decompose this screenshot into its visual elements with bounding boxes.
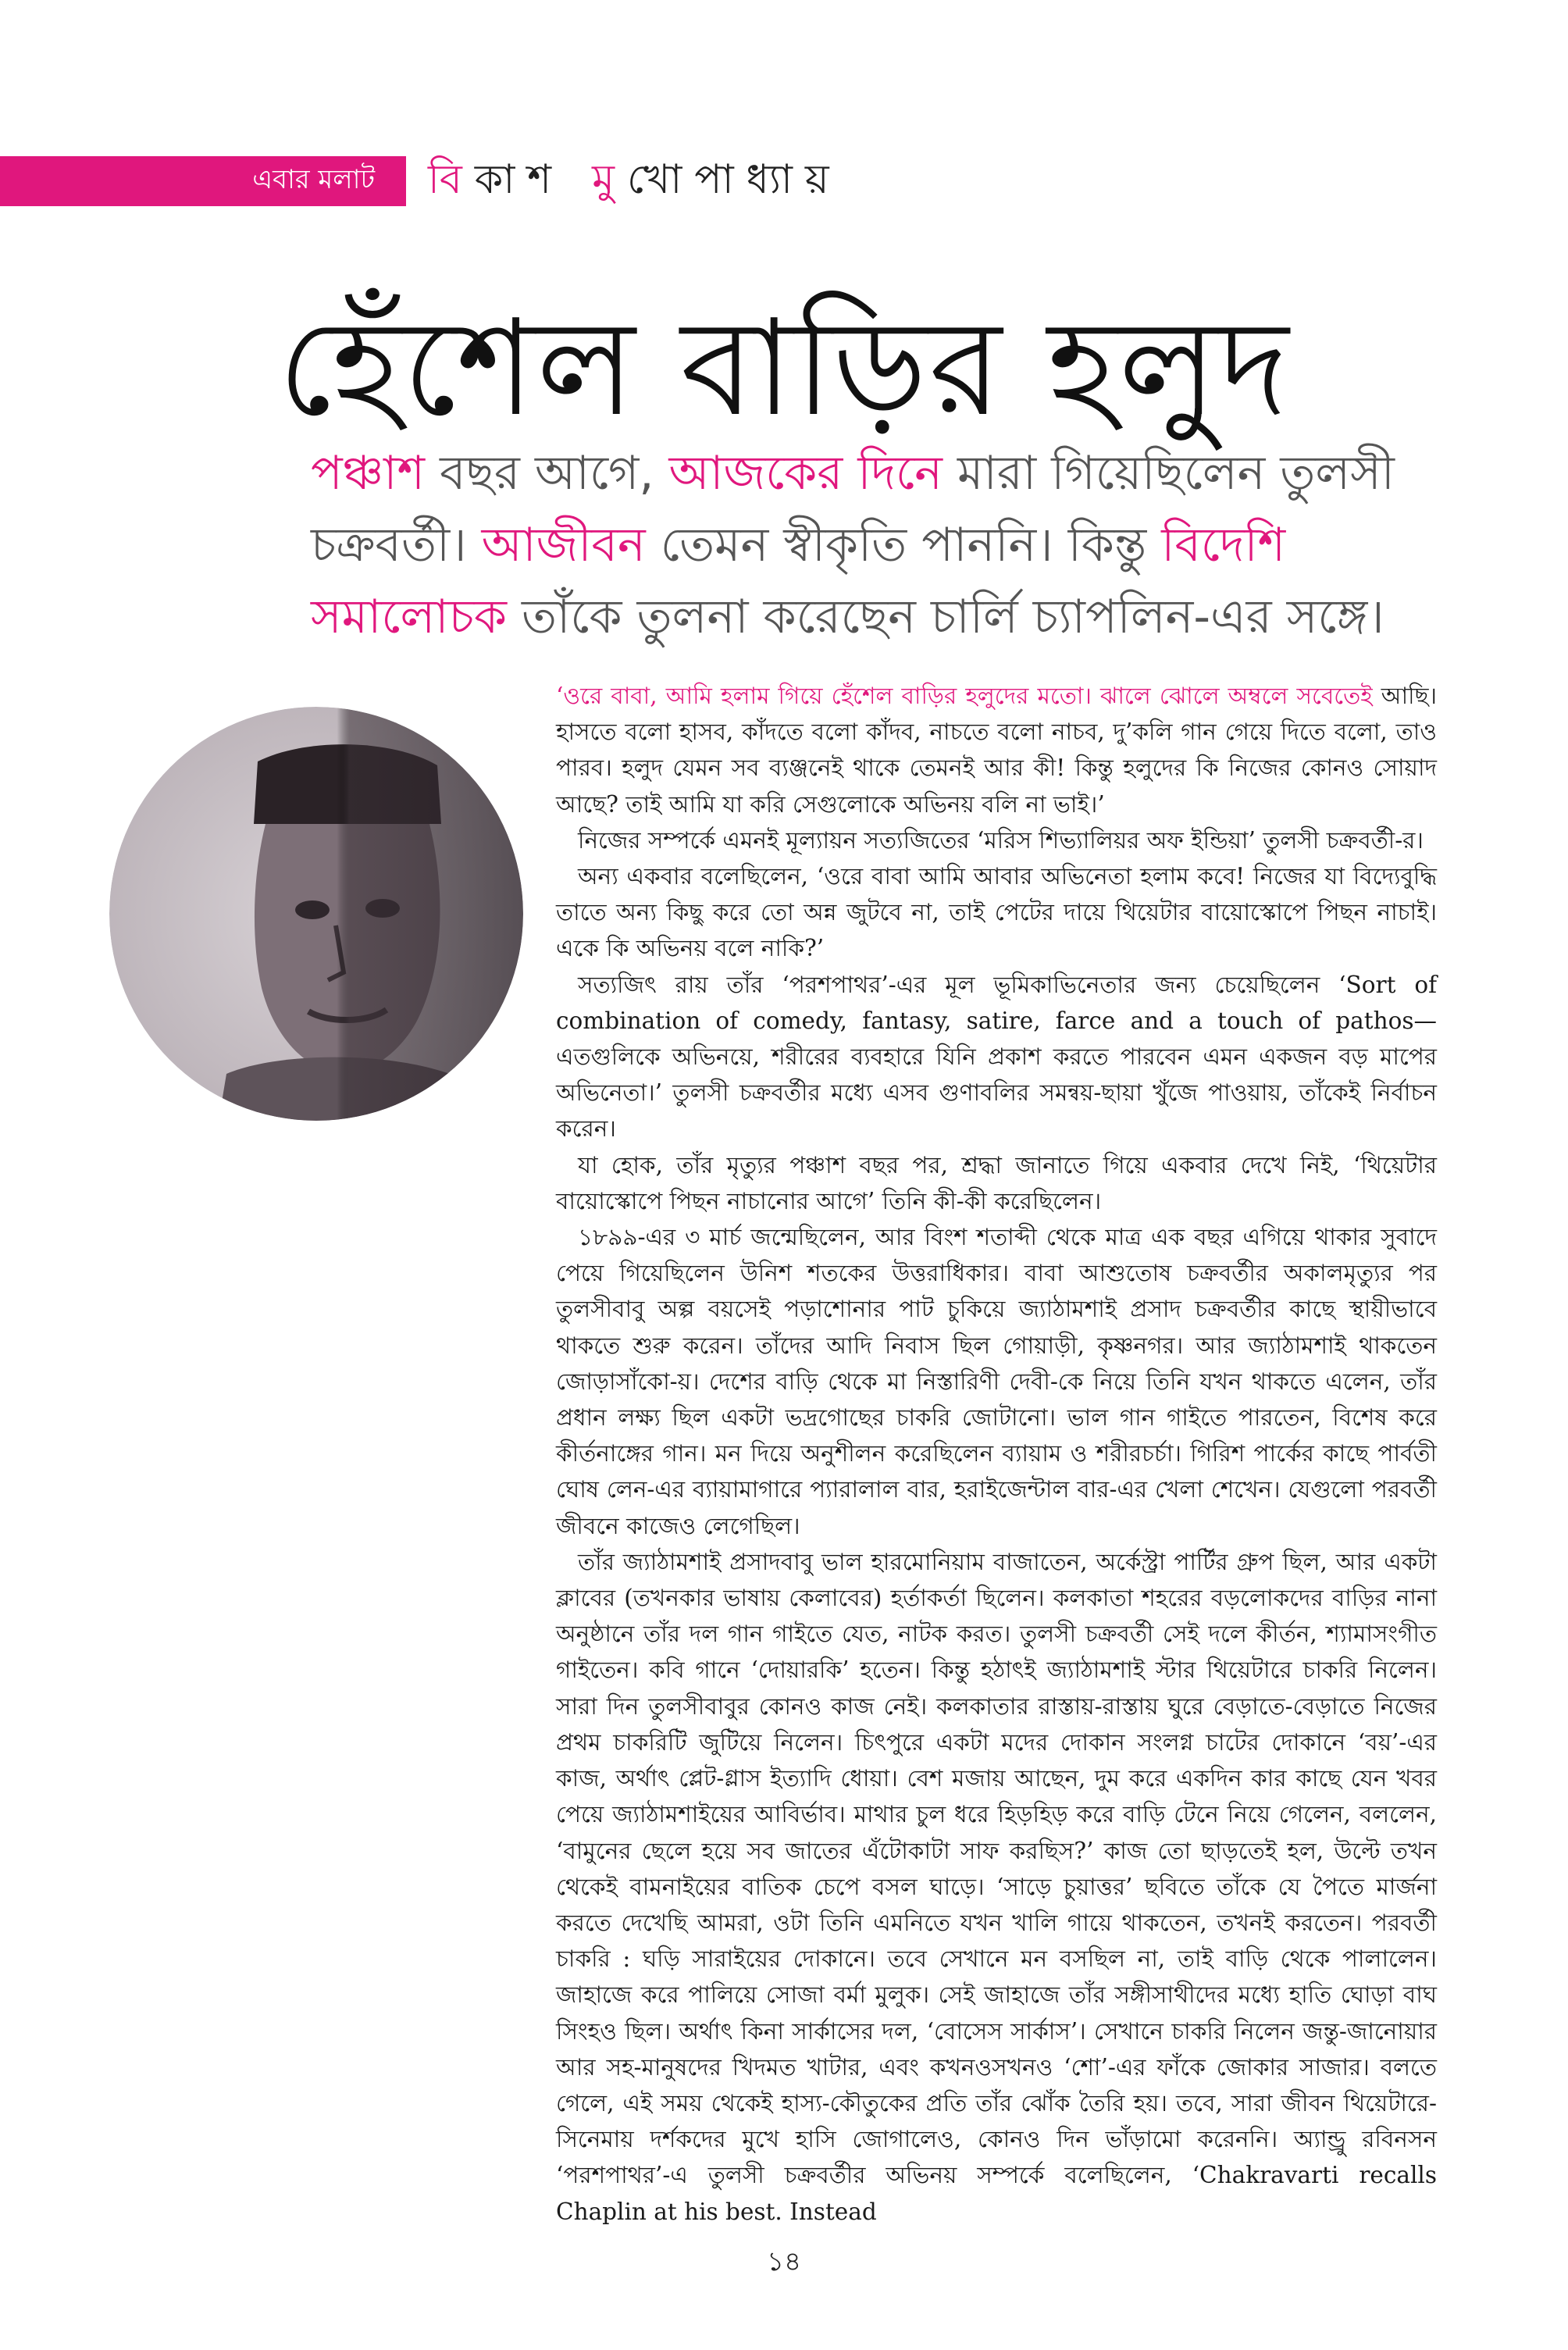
lead-text: বছর আগে, [425,446,669,501]
portrait-image [109,707,523,1121]
author-char: শ [527,155,554,203]
body-paragraph: নিজের সম্পর্কে এমনই মূল্যায়ন সত্যজিতের ‘মরিস শিভ্যালিয়র অফ ইন্ডিয়া’ তুলসী চক্রবর্তী-র। [578,826,1424,854]
author-char: য় [804,155,831,203]
body-paragraph: সত্যজিৎ রায় তাঁর ‘পরশপাথর’-এর মূল ভূমিকাভিনেতার জন্য চেয়েছিলেন ‘Sort of combination of comedy, fantasy, satire, farce and a touch of pathos—এতগুলিকে অভিনয়ে, শরীরের ব্যবহারে যিনি প্রকাশ করতে পারবেন এমন একজন বড় মাপের অভিনেতা।’ তুলসী চক্রবর্তীর মধ্যে এসব গুণাবলির সমন্বয়-ছায়া খুঁজে পাওয়ায়, তাঁকেই নির্বাচন করেন। [556,971,1437,1143]
author-char: পা [694,155,736,203]
section-label: এবার মলাট [0,156,406,206]
quote-text: আছি। হাসতে বলো হাসব, কাঁদতে বলো কাঁদব, নাচতে বলো নাচব, দু’কলি গান গেয়ে দিতে বলো, তাও পারব। হলুদ যেমন সব ব্যঞ্জনেই থাকে তেমনই আর কী! কিন্তু হলুদের কি নিজের কোনও সোয়াদ আছে? তাই আমি যা করি সেগুলোকে অভিনয় বলি না ভাই।’ [556,683,1438,818]
portrait-photo [109,707,523,1121]
body-paragraph [556,678,1437,822]
quote-highlight: ‘ওরে বাবা, আমি হলাম গিয়ে হেঁশেল বাড়ির হলুদের মতো। ঝালে ঝোলে অম্বলে সবেতেই [556,683,1373,709]
author-name [428,153,831,209]
article-body [556,678,1437,2230]
lead-highlight: পঞ্চাশ [311,446,426,501]
lead-highlight: বিদেশি সমালোচক [311,518,1286,644]
author-char: কা [474,155,517,203]
body-paragraph: তাঁর জ্যাঠামশাই প্রসাদবাবু ভাল হারমোনিয়াম বাজাতেন, অর্কেস্ট্রা পার্টির গ্রুপ ছিল, আর একটা ক্লাবের (তখনকার ভাষায় কেলাবের) হর্তাকর্তা ছিলেন। কলকাতা শহরের বড়লোকদের বাড়ির নানা অনুষ্ঠানে তাঁর দল গান গাইতে যেত, নাটক করত। তুলসী চক্রবর্তী সেই দলে কীর্তন, শ্যামাসংগীত গাইতেন। কবি গানে ‘দোয়ারকি’ হতেন। কিন্তু হঠাৎই জ্যাঠামশাই স্টার থিয়েটারে চাকরি নিলেন। সারা দিন তুলসীবাবুর কোনও কাজ নেই। কলকাতার রাস্তায়-রাস্তায় ঘুরে বেড়াতে-বেড়াতে নিজের প্রথম চাকরিটি জুটিয়ে নিলেন। চিৎপুরে একটা মদের দোকান সংলগ্ন চাটের দোকানে ‘বয়’-এর কাজ, অর্থাৎ প্লেট-গ্লাস ইত্যাদি ধোয়া। বেশ মজায় আছেন, দুম করে একদিন কার কাছে যেন খবর পেয়ে জ্যাঠামশাইয়ের আবির্ভাব। মাথার চুল ধরে হিড়হিড় করে বাড়ি টেনে নিয়ে গেলেন, বললেন, ‘বামুনের ছেলে হয়ে সব জাতের এঁটোকাটা সাফ করছিস?’ কাজ তো ছাড়তেই হল, উল্টে তখন থেকেই বামনাইয়ের বাতিক চেপে বসল ঘাড়ে। ‘সাড়ে চুয়াত্তর’ ছবিতে তাঁকে যে পৈতে মার্জনা করতে দেখেছি আমরা, ওটা তিনি এমনিতে যখন খালি গায়ে থাকতেন, তখনই করতেন। পরবর্তী চাকরি : ঘড়ি সারাইয়ের দোকানে। তবে সেখানে মন বসছিল না, তাই বাড়ি থেকে পালালেন। জাহাজে করে পালিয়ে সোজা বর্মা মুলুক। সেই জাহাজে তাঁর সঙ্গীসাথীদের মধ্যে হাতি ঘোড়া বাঘ সিংহও ছিল। অর্থাৎ কিনা সার্কাসের দল, ‘বোসেস সার্কাস’। সেখানে চাকরি নিলেন জন্তু-জানোয়ার আর সহ-মানুষদের খিদমত খাটার, এবং কখনওসখনও ‘শো’-এর ফাঁকে জোকার সাজার। বলতে গেলে, এই সময় থেকেই হাস্য-কৌতুকের প্রতি তাঁর ঝোঁক তৈরি হয়। তবে, সারা জীবন থিয়েটারে-সিনেমায় দর্শকদের মুখে হাসি জোগালেও, কোনও দিন ভাঁড়ামো করেননি। অ্যান্ড্রু রবিনসন ‘পরশপাথর’-এ তুলসী চক্রবর্তীর অভিনয় সম্পর্কে বলেছিলেন, ‘Chakravarti recalls Chaplin at his best. Instead [556,1548,1437,2225]
lead-text: মারা গিয়েছিলেন তুলসী চক্রবর্তী। [311,446,1395,572]
lead-text: তেমন স্বীকৃতি পাননি। কিন্তু [645,518,1162,572]
author-char: ধ্যা [746,155,794,203]
body-paragraph: যা হোক, তাঁর মৃত্যুর পঞ্চাশ বছর পর, শ্রদ্ধা জানাতে গিয়ে একবার দেখে নিই, ‘থিয়েটার বায়োস্কোপে পিছন নাচানোর আগে’ তিনি কী-কী করেছিলেন। [556,1151,1437,1214]
body-paragraph: ১৮৯৯-এর ৩ মার্চ জন্মেছিলেন, আর বিংশ শতাব্দী থেকে মাত্র এক বছর এগিয়ে থাকার সুবাদে পেয়ে গিয়েছিলেন উনিশ শতকের উত্তরাধিকার। বাবা আশুতোষ চক্রবর্তীর অকালমৃত্যুর পর তুলসীবাবু অল্প বয়সেই পড়াশোনার পাট চুকিয়ে জ্যাঠামশাই প্রসাদ চক্রবর্তীর কাছে স্থায়ীভাবে থাকতে শুরু করেন। তাঁদের আদি নিবাস ছিল গোয়াড়ী, কৃষ্ণনগর। আর জ্যাঠামশাই থাকতেন জোড়াসাঁকো-য়। দেশের বাড়ি থেকে মা নিস্তারিণী দেবী-কে নিয়ে তিনি যখন থাকতে এলেন, তাঁর প্রধান লক্ষ্য ছিল একটা ভদ্রগোছের চাকরি জোটানো। ভাল গান গাইতে পারতেন, বিশেষ করে কীর্তনাঙ্গের গান। মন দিয়ে অনুশীলন করেছিলেন ব্যায়াম ও শরীরচর্চা। গিরিশ পার্কের কাছে পার্বতী ঘোষ লেন-এর ব্যায়ামাগারে প্যারালাল বার, হরাইজেন্টাল বার-এর খেলা শেখেন। যেগুলো পরবর্তী জীবনে কাজেও লেগেছিল। [556,1224,1437,1539]
author-char: মু [592,155,616,203]
article-title: হেঁশেল বাড়ির হলুদ [277,291,1291,446]
page-number: ১৪ [766,2246,802,2277]
body-paragraph: অন্য একবার বলেছিলেন, ‘ওরে বাবা আমি আবার অভিনেতা হলাম কবে! নিজের যা বিদ্যেবুদ্ধি তাতে অন্য কিছু করে তো অন্ন জুটবে না, তাই পেটের দায়ে থিয়েটার বায়োস্কোপে পিছন নাচাই। একে কি অভিনয় বলে নাকি?’ [556,863,1437,962]
lead-highlight: আজকের দিনে [668,446,943,501]
lead-text: তাঁকে তুলনা করেছেন চার্লি চ্যাপলিন-এর সঙ্গে। [506,590,1384,644]
author-char: বি [428,155,464,203]
author-char: খো [626,155,684,203]
lead-highlight: আজীবন [481,518,646,572]
lead-paragraph [311,437,1420,653]
